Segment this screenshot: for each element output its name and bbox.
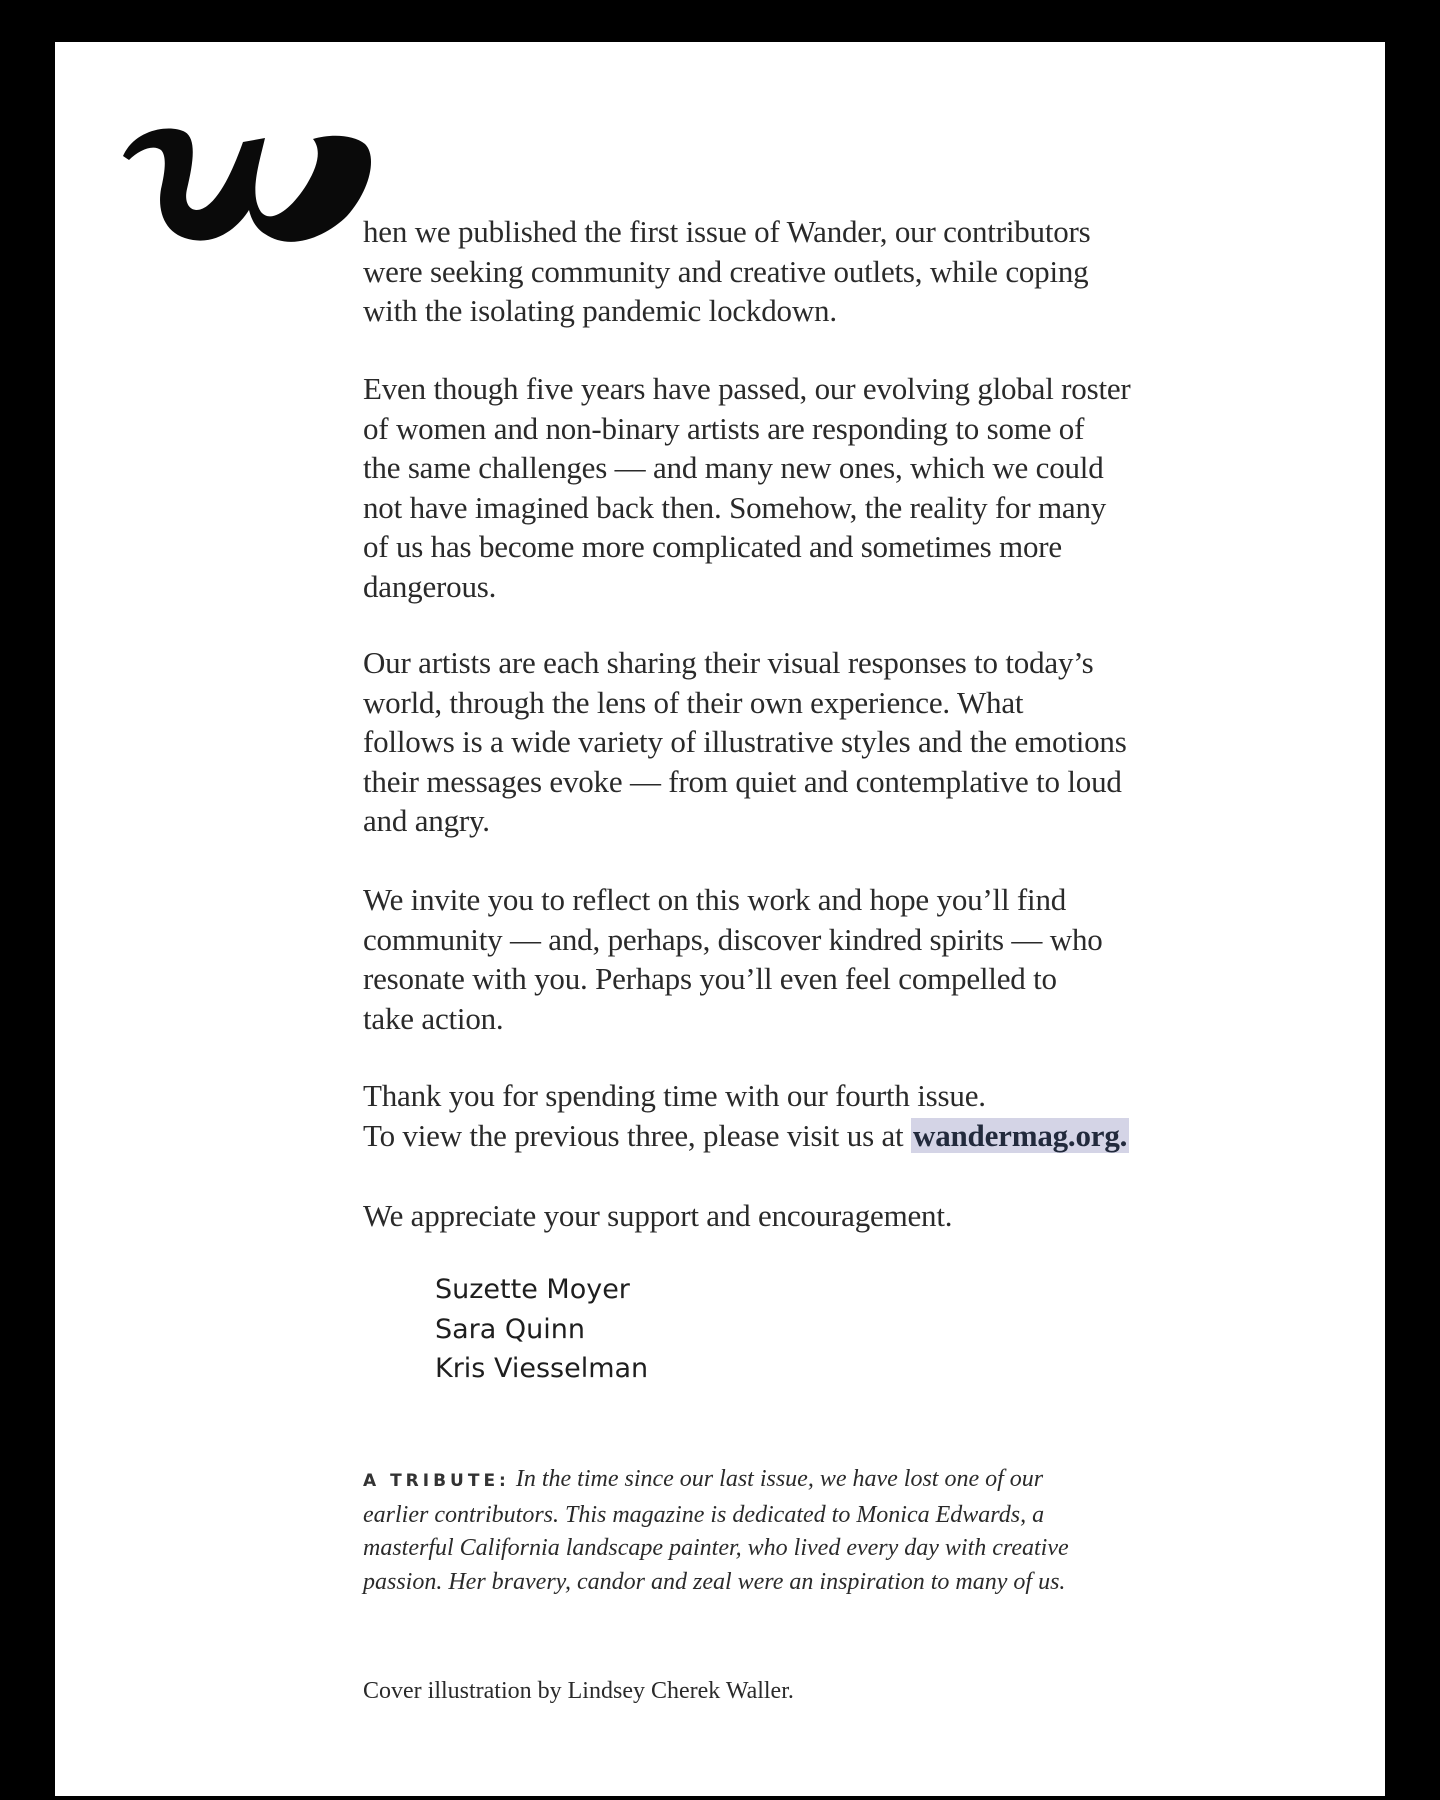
cover-credit: Cover illustration by Lindsey Cherek Waller.	[363, 1678, 794, 1704]
paragraph-opening: hen we published the first issue of Wander, our contributors were seeking community and creative outlets, while coping with the isolating pandemic lockdown.	[363, 214, 1091, 328]
thank-you-line: Thank you for spending time with our fourth issue.	[363, 1078, 986, 1113]
paragraph-appreciate: We appreciate your support and encouragement.	[363, 1198, 953, 1233]
previous-issues-line: To view the previous three, please visit us at	[363, 1117, 912, 1153]
signer-name: Suzette Moyer	[435, 1274, 630, 1305]
tribute-text: In the time since our last issue, we have lost one of our earlier contributors. This magazine is dedicated to Monica Edwards, a masterful California landscape painter, who lived every day with creative passion. Her bravery, candor and zeal were an inspiration to many of us.	[363, 1466, 1069, 1595]
paragraph-five-years: Even though five years have passed, our evolving global roster of women and non-binary artists are responding to some of the same challenges — and many new ones, which we could not have imagined back then. Somehow, the reality for many of us has become more complicated and sometimes more dangerous.	[363, 371, 1131, 604]
paragraph-invite: We invite you to reflect on this work and hope you’ll find community — and, perhaps, discover kindred spirits — who resonate with you. Perhaps you’ll even feel compelled to take action.	[363, 882, 1103, 1036]
tribute-label: A TRIBUTE:	[363, 1471, 510, 1491]
wander-w-logo-icon	[115, 94, 375, 244]
wandermag-link[interactable]: wandermag.org.	[913, 1117, 1128, 1153]
signer-name: Kris Viesselman	[435, 1353, 649, 1384]
tribute-note	[363, 1463, 1263, 1599]
paragraph-thank-you	[363, 1076, 1129, 1155]
letter-page	[55, 42, 1385, 1796]
signers-list	[435, 1270, 648, 1389]
paragraph-artists: Our artists are each sharing their visual responses to today’s world, through the lens of their own experience. What follows is a wide variety of illustrative styles and the emotions their messages evoke — from quiet and contemplative to loud and angry.	[363, 645, 1127, 838]
signer-name: Sara Quinn	[435, 1313, 586, 1345]
